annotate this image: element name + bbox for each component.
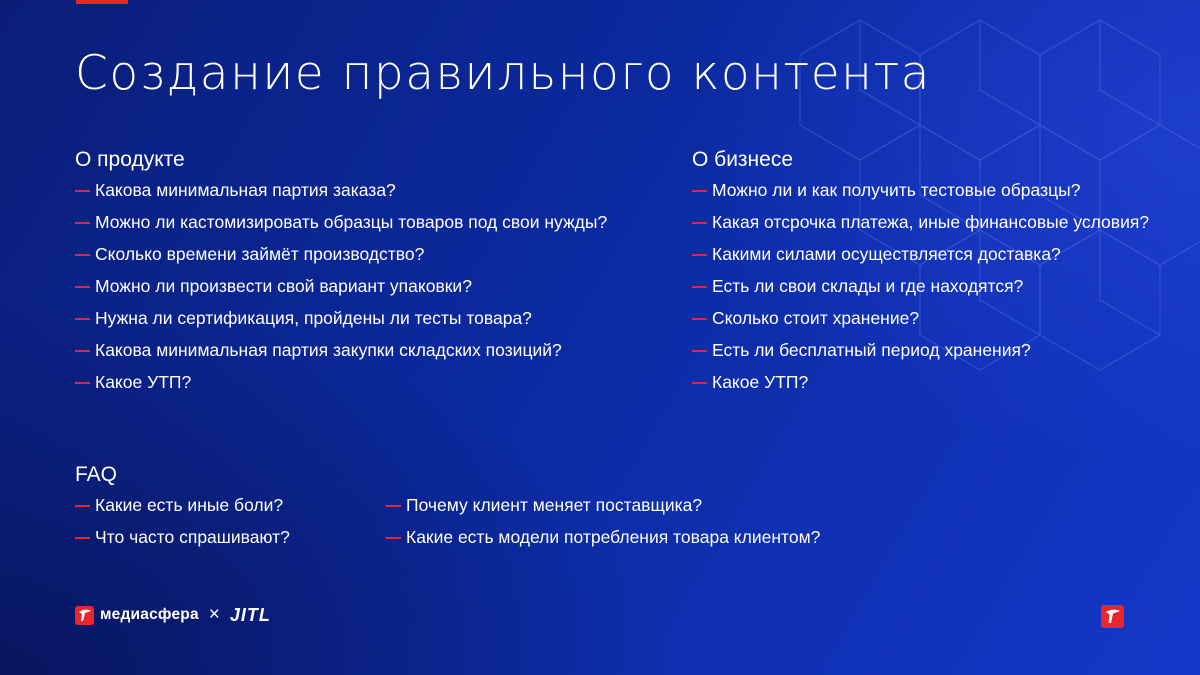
partner-separator: ×: [208, 604, 220, 625]
business-section: [692, 147, 1172, 403]
list-item: Какие есть иные боли?: [75, 494, 386, 517]
brand-name: медиасфера: [100, 606, 199, 623]
list-item: Какова минимальная партия заказа?: [75, 179, 635, 202]
list-item: Какое УТП?: [692, 371, 1172, 394]
page-title: Создание правильного контента: [75, 46, 931, 101]
list-item: Что часто спрашивают?: [75, 526, 386, 549]
list-item: Сколько времени займёт производство?: [75, 243, 635, 266]
mediasfera-logo-icon: [75, 606, 94, 625]
list-item: Нужна ли сертификация, пройдены ли тесты товара?: [75, 307, 635, 330]
product-list: [75, 179, 635, 394]
faq-heading: FAQ: [75, 463, 118, 486]
product-heading: О продукте: [75, 148, 185, 171]
faq-list-right: [386, 494, 820, 558]
list-item: Какими силами осуществляется доставка?: [692, 243, 1172, 266]
faq-grid: [75, 494, 975, 558]
list-item: Какая отсрочка платежа, иные финансовые условия?: [692, 211, 1172, 234]
list-item: Какие есть модели потребления товара клиентом?: [386, 526, 820, 549]
mediasfera-corner-icon: [1101, 605, 1124, 628]
list-item: Сколько стоит хранение?: [692, 307, 1172, 330]
business-list: [692, 179, 1172, 394]
list-item: Почему клиент меняет поставщика?: [386, 494, 820, 517]
list-item: Можно ли кастомизировать образцы товаров под свои нужды?: [75, 211, 635, 234]
faq-list-left: [75, 494, 386, 558]
list-item: Можно ли произвести свой вариант упаковки?: [75, 275, 635, 298]
list-item: Какое УТП?: [75, 371, 635, 394]
partner-logo: JITL: [229, 604, 271, 625]
business-heading: О бизнесе: [692, 148, 794, 171]
list-item: Есть ли свои склады и где находятся?: [692, 275, 1172, 298]
list-item: Есть ли бесплатный период хранения?: [692, 339, 1172, 362]
list-item: Какова минимальная партия закупки складских позиций?: [75, 339, 635, 362]
product-section: [75, 147, 635, 403]
top-accent-bar: [76, 0, 128, 4]
list-item: Можно ли и как получить тестовые образцы?: [692, 179, 1172, 202]
footer-logos: [75, 604, 271, 626]
faq-section: [75, 462, 975, 558]
